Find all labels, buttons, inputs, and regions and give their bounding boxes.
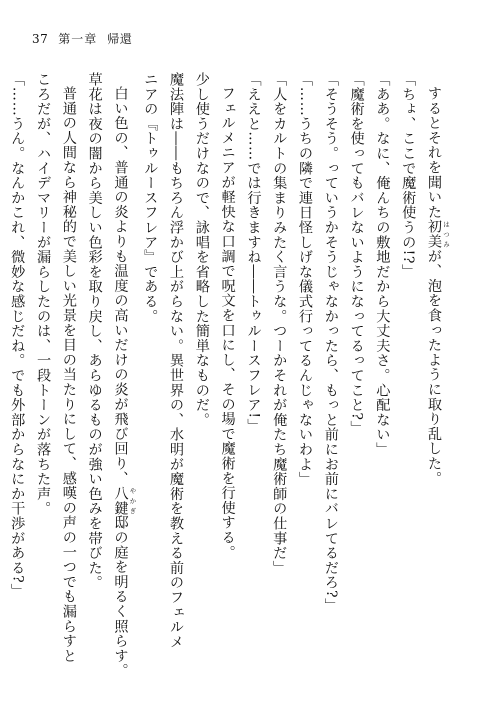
text-segment: 白い色の、普通の炎よりも温度の高いだけの炎が飛び回り、: [112, 86, 129, 486]
ruby-reading: はつみ: [442, 219, 450, 249]
chapter-title: 帰還: [107, 32, 133, 46]
text-line: 普通の人間なら神秘的で美しい光景を目の当たりにして、感嘆の声の一つでも漏らすと: [60, 86, 77, 664]
text-line: 少し使うだけなので、詠唱を省略した簡単なものだ。: [193, 72, 210, 428]
running-header: [32, 30, 132, 47]
text-line: [420, 72, 450, 662]
text-line: [107, 72, 137, 679]
text-line: 「ああ。なに、俺んちの敷地だから大丈夫さ。心配ない」: [374, 72, 391, 457]
ruby-reading: やかぎ: [128, 485, 137, 516]
text-line: 「……うちの隣で連日怪しげな儀式行ってるんじゃないわよ」: [297, 72, 314, 487]
text-line: 「魔術を使ってもバレないようになってるってこと?」: [348, 72, 365, 436]
text-segment: が、泡を食ったように取り乱した。: [426, 249, 442, 486]
ruby-base: 初美: [426, 219, 442, 249]
text-line: 「人をカルトの集まりみたく言うな。つーかそれが俺たち魔術師の仕事だ」: [271, 72, 288, 576]
text-line: ころだが、ハイデマリーが漏らしたのは、一段トーンが落ちた声。: [35, 72, 52, 516]
ruby-base: 八鍵: [112, 485, 129, 516]
page-number: 37: [32, 32, 49, 46]
furigana-word: [426, 219, 450, 249]
text-line: フェルメニアが軽快な口調で呪文を口にし、その場で魔術を行使する。: [219, 86, 236, 560]
body-text: [9, 72, 450, 679]
text-line: 「そうそう。っていうかそうじゃなかったら、もっと前にお前にバレてるだろ?」: [322, 72, 339, 614]
text-line: 「ちょ、ここで魔術使うの!?」: [400, 72, 417, 279]
text-line: 草花は夜の闇から美しい色彩を取り戻し、あらゆるものが強い色みを帯びた。: [86, 72, 103, 590]
chapter-label: 第一章: [58, 32, 98, 46]
text-line: ニアの『トゥルースフレア』である。: [142, 72, 159, 324]
text-line: 「……うん。なんかこれ、微妙な感じだね。でも外部からなにか干渉がある?」: [9, 72, 26, 599]
text-line: 魔法陣は――もちろん浮かび上がらない。異世界の、水明が魔術を教える前のフェルメ: [168, 72, 185, 650]
text-line: [0, 72, 3, 662]
text-line: 「ええと……では行きますね――トゥルースフレア!」: [245, 72, 262, 434]
furigana-word: [112, 485, 137, 516]
text-segment: するとそれを聞いた: [426, 86, 442, 220]
text-segment: 邸の庭を明るく照らす。: [112, 515, 129, 679]
